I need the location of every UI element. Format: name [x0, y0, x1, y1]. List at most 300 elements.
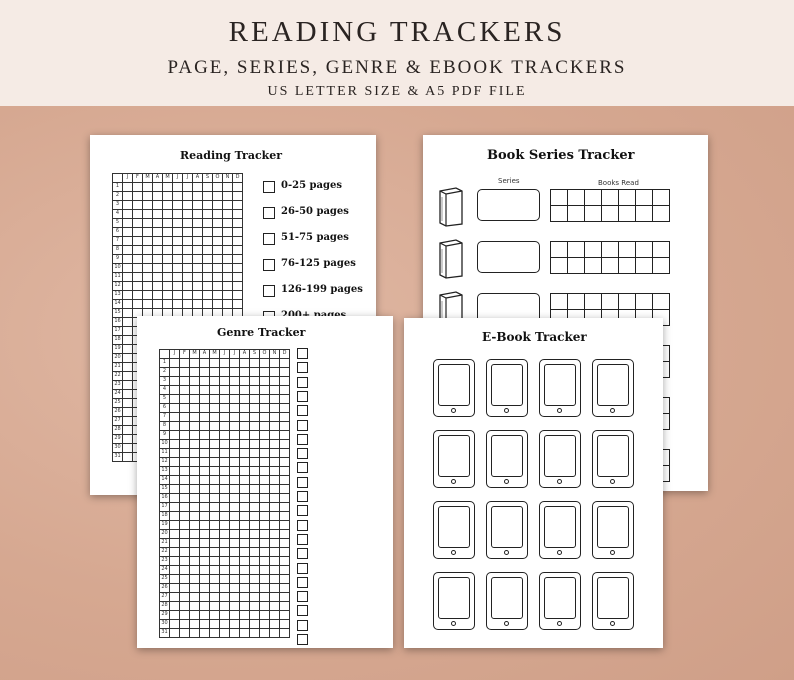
- grid-cell[interactable]: [180, 422, 189, 430]
- grid-cell[interactable]: [200, 386, 209, 394]
- grid-cell[interactable]: [170, 548, 179, 556]
- grid-cell[interactable]: [260, 530, 269, 538]
- grid-cell[interactable]: [200, 413, 209, 421]
- genre-checkbox[interactable]: [297, 477, 308, 488]
- grid-cell[interactable]: [210, 458, 219, 466]
- grid-cell[interactable]: [220, 539, 229, 547]
- grid-cell[interactable]: [170, 467, 179, 475]
- genre-checkbox[interactable]: [297, 434, 308, 445]
- grid-cell[interactable]: [143, 282, 152, 290]
- grid-cell[interactable]: [180, 458, 189, 466]
- grid-cell[interactable]: [170, 413, 179, 421]
- grid-cell[interactable]: [233, 183, 242, 191]
- grid-cell[interactable]: [230, 629, 239, 637]
- grid-cell[interactable]: [230, 422, 239, 430]
- grid-cell[interactable]: [183, 219, 192, 227]
- grid-cell[interactable]: [280, 512, 289, 520]
- grid-cell[interactable]: [210, 422, 219, 430]
- grid-cell[interactable]: [213, 219, 222, 227]
- tablet-icon[interactable]: [433, 572, 475, 630]
- series-name-box[interactable]: [477, 189, 540, 221]
- grid-cell[interactable]: [183, 246, 192, 254]
- books-read-cell[interactable]: [653, 242, 669, 257]
- grid-cell[interactable]: [230, 485, 239, 493]
- genre-checkbox[interactable]: [297, 605, 308, 616]
- grid-cell[interactable]: [180, 494, 189, 502]
- grid-cell[interactable]: [203, 273, 212, 281]
- grid-cell[interactable]: [280, 548, 289, 556]
- grid-cell[interactable]: [270, 512, 279, 520]
- grid-cell[interactable]: [270, 377, 279, 385]
- grid-cell[interactable]: [270, 395, 279, 403]
- grid-cell[interactable]: [230, 611, 239, 619]
- grid-cell[interactable]: [240, 611, 249, 619]
- grid-cell[interactable]: [180, 584, 189, 592]
- books-read-cell[interactable]: [585, 242, 601, 257]
- grid-cell[interactable]: [153, 300, 162, 308]
- grid-cell[interactable]: [123, 201, 132, 209]
- grid-cell[interactable]: [250, 458, 259, 466]
- grid-cell[interactable]: [210, 566, 219, 574]
- grid-cell[interactable]: [220, 377, 229, 385]
- books-read-cell[interactable]: [653, 258, 669, 273]
- grid-cell[interactable]: [270, 404, 279, 412]
- grid-cell[interactable]: [173, 273, 182, 281]
- grid-cell[interactable]: [143, 291, 152, 299]
- grid-cell[interactable]: [153, 273, 162, 281]
- grid-cell[interactable]: [260, 377, 269, 385]
- grid-cell[interactable]: [193, 201, 202, 209]
- grid-cell[interactable]: [170, 359, 179, 367]
- genre-checkbox[interactable]: [297, 563, 308, 574]
- grid-cell[interactable]: [260, 602, 269, 610]
- legend-checkbox[interactable]: [263, 233, 275, 245]
- grid-cell[interactable]: [233, 255, 242, 263]
- grid-cell[interactable]: [180, 395, 189, 403]
- grid-cell[interactable]: [180, 620, 189, 628]
- grid-cell[interactable]: [170, 557, 179, 565]
- grid-cell[interactable]: [280, 575, 289, 583]
- grid-cell[interactable]: [250, 413, 259, 421]
- grid-cell[interactable]: [220, 629, 229, 637]
- grid-cell[interactable]: [170, 458, 179, 466]
- books-read-cell[interactable]: [619, 206, 635, 221]
- grid-cell[interactable]: [203, 228, 212, 236]
- grid-cell[interactable]: [260, 359, 269, 367]
- grid-cell[interactable]: [260, 395, 269, 403]
- grid-cell[interactable]: [170, 476, 179, 484]
- grid-cell[interactable]: [133, 255, 142, 263]
- grid-cell[interactable]: [240, 494, 249, 502]
- grid-cell[interactable]: [250, 539, 259, 547]
- grid-cell[interactable]: [250, 467, 259, 475]
- grid-cell[interactable]: [180, 593, 189, 601]
- genre-checkbox[interactable]: [297, 377, 308, 388]
- grid-cell[interactable]: [190, 521, 199, 529]
- grid-cell[interactable]: [210, 494, 219, 502]
- grid-cell[interactable]: [200, 557, 209, 565]
- grid-cell[interactable]: [220, 440, 229, 448]
- grid-cell[interactable]: [170, 611, 179, 619]
- grid-cell[interactable]: [230, 503, 239, 511]
- grid-cell[interactable]: [180, 359, 189, 367]
- grid-cell[interactable]: [260, 512, 269, 520]
- grid-cell[interactable]: [233, 246, 242, 254]
- grid-cell[interactable]: [223, 264, 232, 272]
- grid-cell[interactable]: [190, 602, 199, 610]
- grid-cell[interactable]: [183, 300, 192, 308]
- grid-cell[interactable]: [250, 386, 259, 394]
- grid-cell[interactable]: [143, 192, 152, 200]
- grid-cell[interactable]: [143, 300, 152, 308]
- grid-cell[interactable]: [200, 602, 209, 610]
- grid-cell[interactable]: [230, 467, 239, 475]
- grid-cell[interactable]: [223, 192, 232, 200]
- grid-cell[interactable]: [180, 629, 189, 637]
- grid-cell[interactable]: [260, 566, 269, 574]
- grid-cell[interactable]: [250, 521, 259, 529]
- grid-cell[interactable]: [240, 449, 249, 457]
- grid-cell[interactable]: [270, 521, 279, 529]
- grid-cell[interactable]: [223, 237, 232, 245]
- grid-cell[interactable]: [220, 557, 229, 565]
- books-read-cell[interactable]: [636, 206, 652, 221]
- grid-cell[interactable]: [183, 192, 192, 200]
- grid-cell[interactable]: [200, 575, 209, 583]
- grid-cell[interactable]: [270, 494, 279, 502]
- grid-cell[interactable]: [260, 458, 269, 466]
- grid-cell[interactable]: [123, 336, 132, 344]
- genre-checkbox[interactable]: [297, 634, 308, 645]
- grid-cell[interactable]: [250, 602, 259, 610]
- grid-cell[interactable]: [280, 593, 289, 601]
- grid-cell[interactable]: [210, 377, 219, 385]
- grid-cell[interactable]: [123, 309, 132, 317]
- grid-cell[interactable]: [210, 539, 219, 547]
- grid-cell[interactable]: [210, 548, 219, 556]
- grid-cell[interactable]: [163, 219, 172, 227]
- grid-cell[interactable]: [240, 431, 249, 439]
- grid-cell[interactable]: [173, 291, 182, 299]
- grid-cell[interactable]: [280, 629, 289, 637]
- grid-cell[interactable]: [133, 282, 142, 290]
- grid-cell[interactable]: [123, 300, 132, 308]
- grid-cell[interactable]: [220, 467, 229, 475]
- grid-cell[interactable]: [210, 467, 219, 475]
- grid-cell[interactable]: [170, 431, 179, 439]
- grid-cell[interactable]: [173, 183, 182, 191]
- grid-cell[interactable]: [220, 611, 229, 619]
- grid-cell[interactable]: [270, 566, 279, 574]
- grid-cell[interactable]: [260, 368, 269, 376]
- grid-cell[interactable]: [260, 593, 269, 601]
- grid-cell[interactable]: [200, 512, 209, 520]
- grid-cell[interactable]: [230, 530, 239, 538]
- grid-cell[interactable]: [250, 629, 259, 637]
- books-read-cell[interactable]: [653, 294, 669, 309]
- grid-cell[interactable]: [260, 521, 269, 529]
- grid-cell[interactable]: [170, 512, 179, 520]
- grid-cell[interactable]: [123, 399, 132, 407]
- legend-checkbox[interactable]: [263, 207, 275, 219]
- grid-cell[interactable]: [210, 629, 219, 637]
- grid-cell[interactable]: [230, 368, 239, 376]
- grid-cell[interactable]: [270, 449, 279, 457]
- grid-cell[interactable]: [153, 183, 162, 191]
- grid-cell[interactable]: [230, 395, 239, 403]
- genre-checkbox[interactable]: [297, 577, 308, 588]
- books-read-cell[interactable]: [568, 258, 584, 273]
- grid-cell[interactable]: [280, 368, 289, 376]
- grid-cell[interactable]: [123, 354, 132, 362]
- tablet-icon[interactable]: [592, 430, 634, 488]
- grid-cell[interactable]: [260, 575, 269, 583]
- grid-cell[interactable]: [200, 449, 209, 457]
- grid-cell[interactable]: [123, 363, 132, 371]
- grid-cell[interactable]: [220, 503, 229, 511]
- grid-cell[interactable]: [163, 228, 172, 236]
- grid-cell[interactable]: [183, 201, 192, 209]
- grid-cell[interactable]: [213, 255, 222, 263]
- grid-cell[interactable]: [270, 431, 279, 439]
- legend-checkbox[interactable]: [263, 259, 275, 271]
- grid-cell[interactable]: [200, 404, 209, 412]
- grid-cell[interactable]: [143, 210, 152, 218]
- grid-cell[interactable]: [220, 494, 229, 502]
- grid-cell[interactable]: [180, 386, 189, 394]
- grid-cell[interactable]: [193, 282, 202, 290]
- grid-cell[interactable]: [203, 237, 212, 245]
- grid-cell[interactable]: [280, 413, 289, 421]
- grid-cell[interactable]: [240, 368, 249, 376]
- books-read-cell[interactable]: [585, 258, 601, 273]
- grid-cell[interactable]: [270, 476, 279, 484]
- books-read-cell[interactable]: [602, 206, 618, 221]
- grid-cell[interactable]: [200, 620, 209, 628]
- grid-cell[interactable]: [240, 512, 249, 520]
- grid-cell[interactable]: [210, 602, 219, 610]
- grid-cell[interactable]: [213, 300, 222, 308]
- grid-cell[interactable]: [260, 584, 269, 592]
- grid-cell[interactable]: [143, 237, 152, 245]
- grid-cell[interactable]: [230, 575, 239, 583]
- genre-checkbox[interactable]: [297, 491, 308, 502]
- grid-cell[interactable]: [170, 368, 179, 376]
- grid-cell[interactable]: [270, 386, 279, 394]
- grid-cell[interactable]: [170, 494, 179, 502]
- grid-cell[interactable]: [200, 584, 209, 592]
- grid-cell[interactable]: [203, 264, 212, 272]
- grid-cell[interactable]: [200, 548, 209, 556]
- grid-cell[interactable]: [220, 404, 229, 412]
- grid-cell[interactable]: [280, 359, 289, 367]
- genre-checkbox[interactable]: [297, 534, 308, 545]
- grid-cell[interactable]: [210, 386, 219, 394]
- grid-cell[interactable]: [250, 368, 259, 376]
- books-read-cell[interactable]: [585, 294, 601, 309]
- grid-cell[interactable]: [190, 449, 199, 457]
- grid-cell[interactable]: [223, 183, 232, 191]
- grid-cell[interactable]: [233, 237, 242, 245]
- grid-cell[interactable]: [163, 273, 172, 281]
- grid-cell[interactable]: [123, 219, 132, 227]
- grid-cell[interactable]: [280, 458, 289, 466]
- grid-cell[interactable]: [170, 395, 179, 403]
- grid-cell[interactable]: [280, 422, 289, 430]
- grid-cell[interactable]: [190, 431, 199, 439]
- grid-cell[interactable]: [153, 219, 162, 227]
- books-read-cell[interactable]: [619, 242, 635, 257]
- grid-cell[interactable]: [153, 237, 162, 245]
- grid-cell[interactable]: [220, 530, 229, 538]
- grid-cell[interactable]: [190, 530, 199, 538]
- grid-cell[interactable]: [213, 228, 222, 236]
- grid-cell[interactable]: [210, 557, 219, 565]
- grid-cell[interactable]: [133, 219, 142, 227]
- grid-cell[interactable]: [153, 255, 162, 263]
- grid-cell[interactable]: [210, 521, 219, 529]
- grid-cell[interactable]: [210, 359, 219, 367]
- grid-cell[interactable]: [123, 246, 132, 254]
- grid-cell[interactable]: [200, 566, 209, 574]
- grid-cell[interactable]: [280, 611, 289, 619]
- grid-cell[interactable]: [190, 422, 199, 430]
- grid-cell[interactable]: [163, 282, 172, 290]
- grid-cell[interactable]: [220, 521, 229, 529]
- books-read-cell[interactable]: [636, 258, 652, 273]
- grid-cell[interactable]: [210, 512, 219, 520]
- grid-cell[interactable]: [163, 237, 172, 245]
- grid-cell[interactable]: [250, 548, 259, 556]
- grid-cell[interactable]: [200, 440, 209, 448]
- grid-cell[interactable]: [143, 273, 152, 281]
- grid-cell[interactable]: [123, 210, 132, 218]
- grid-cell[interactable]: [230, 413, 239, 421]
- grid-cell[interactable]: [223, 219, 232, 227]
- grid-cell[interactable]: [190, 503, 199, 511]
- grid-cell[interactable]: [210, 431, 219, 439]
- grid-cell[interactable]: [173, 255, 182, 263]
- grid-cell[interactable]: [270, 503, 279, 511]
- books-read-cell[interactable]: [551, 190, 567, 205]
- grid-cell[interactable]: [210, 395, 219, 403]
- grid-cell[interactable]: [223, 210, 232, 218]
- grid-cell[interactable]: [240, 386, 249, 394]
- tablet-icon[interactable]: [539, 359, 581, 417]
- grid-cell[interactable]: [230, 557, 239, 565]
- books-read-cell[interactable]: [568, 206, 584, 221]
- grid-cell[interactable]: [193, 264, 202, 272]
- grid-cell[interactable]: [133, 264, 142, 272]
- grid-cell[interactable]: [180, 557, 189, 565]
- grid-cell[interactable]: [133, 300, 142, 308]
- grid-cell[interactable]: [183, 237, 192, 245]
- grid-cell[interactable]: [240, 593, 249, 601]
- grid-cell[interactable]: [220, 386, 229, 394]
- grid-cell[interactable]: [280, 440, 289, 448]
- genre-checkbox[interactable]: [297, 591, 308, 602]
- grid-cell[interactable]: [220, 575, 229, 583]
- grid-cell[interactable]: [123, 408, 132, 416]
- grid-cell[interactable]: [230, 566, 239, 574]
- grid-cell[interactable]: [210, 440, 219, 448]
- grid-cell[interactable]: [123, 255, 132, 263]
- grid-cell[interactable]: [133, 183, 142, 191]
- grid-cell[interactable]: [220, 449, 229, 457]
- genre-checkbox[interactable]: [297, 548, 308, 559]
- grid-cell[interactable]: [213, 273, 222, 281]
- grid-cell[interactable]: [250, 485, 259, 493]
- grid-cell[interactable]: [170, 377, 179, 385]
- grid-cell[interactable]: [143, 246, 152, 254]
- grid-cell[interactable]: [190, 395, 199, 403]
- grid-cell[interactable]: [200, 593, 209, 601]
- grid-cell[interactable]: [230, 512, 239, 520]
- grid-cell[interactable]: [240, 530, 249, 538]
- grid-cell[interactable]: [143, 228, 152, 236]
- grid-cell[interactable]: [203, 255, 212, 263]
- grid-cell[interactable]: [240, 413, 249, 421]
- grid-cell[interactable]: [180, 512, 189, 520]
- grid-cell[interactable]: [260, 485, 269, 493]
- grid-cell[interactable]: [260, 557, 269, 565]
- grid-cell[interactable]: [123, 327, 132, 335]
- grid-cell[interactable]: [153, 201, 162, 209]
- grid-cell[interactable]: [200, 611, 209, 619]
- grid-cell[interactable]: [270, 593, 279, 601]
- grid-cell[interactable]: [260, 611, 269, 619]
- grid-cell[interactable]: [230, 431, 239, 439]
- grid-cell[interactable]: [170, 593, 179, 601]
- grid-cell[interactable]: [143, 255, 152, 263]
- books-read-cell[interactable]: [619, 258, 635, 273]
- grid-cell[interactable]: [223, 255, 232, 263]
- grid-cell[interactable]: [240, 377, 249, 385]
- grid-cell[interactable]: [170, 566, 179, 574]
- grid-cell[interactable]: [250, 431, 259, 439]
- genre-checkbox[interactable]: [297, 405, 308, 416]
- books-read-cell[interactable]: [551, 242, 567, 257]
- grid-cell[interactable]: [170, 521, 179, 529]
- grid-cell[interactable]: [220, 476, 229, 484]
- grid-cell[interactable]: [213, 201, 222, 209]
- grid-cell[interactable]: [223, 273, 232, 281]
- grid-cell[interactable]: [240, 584, 249, 592]
- grid-cell[interactable]: [183, 228, 192, 236]
- grid-cell[interactable]: [163, 246, 172, 254]
- grid-cell[interactable]: [233, 264, 242, 272]
- genre-checkbox[interactable]: [297, 348, 308, 359]
- grid-cell[interactable]: [180, 566, 189, 574]
- grid-cell[interactable]: [210, 449, 219, 457]
- grid-cell[interactable]: [260, 476, 269, 484]
- grid-cell[interactable]: [210, 503, 219, 511]
- grid-cell[interactable]: [193, 183, 202, 191]
- grid-cell[interactable]: [240, 476, 249, 484]
- grid-cell[interactable]: [270, 620, 279, 628]
- grid-cell[interactable]: [200, 359, 209, 367]
- grid-cell[interactable]: [190, 557, 199, 565]
- books-read-cell[interactable]: [568, 190, 584, 205]
- grid-cell[interactable]: [200, 476, 209, 484]
- grid-cell[interactable]: [170, 422, 179, 430]
- grid-cell[interactable]: [203, 192, 212, 200]
- grid-cell[interactable]: [250, 503, 259, 511]
- grid-cell[interactable]: [190, 476, 199, 484]
- grid-cell[interactable]: [210, 368, 219, 376]
- grid-cell[interactable]: [200, 629, 209, 637]
- grid-cell[interactable]: [270, 458, 279, 466]
